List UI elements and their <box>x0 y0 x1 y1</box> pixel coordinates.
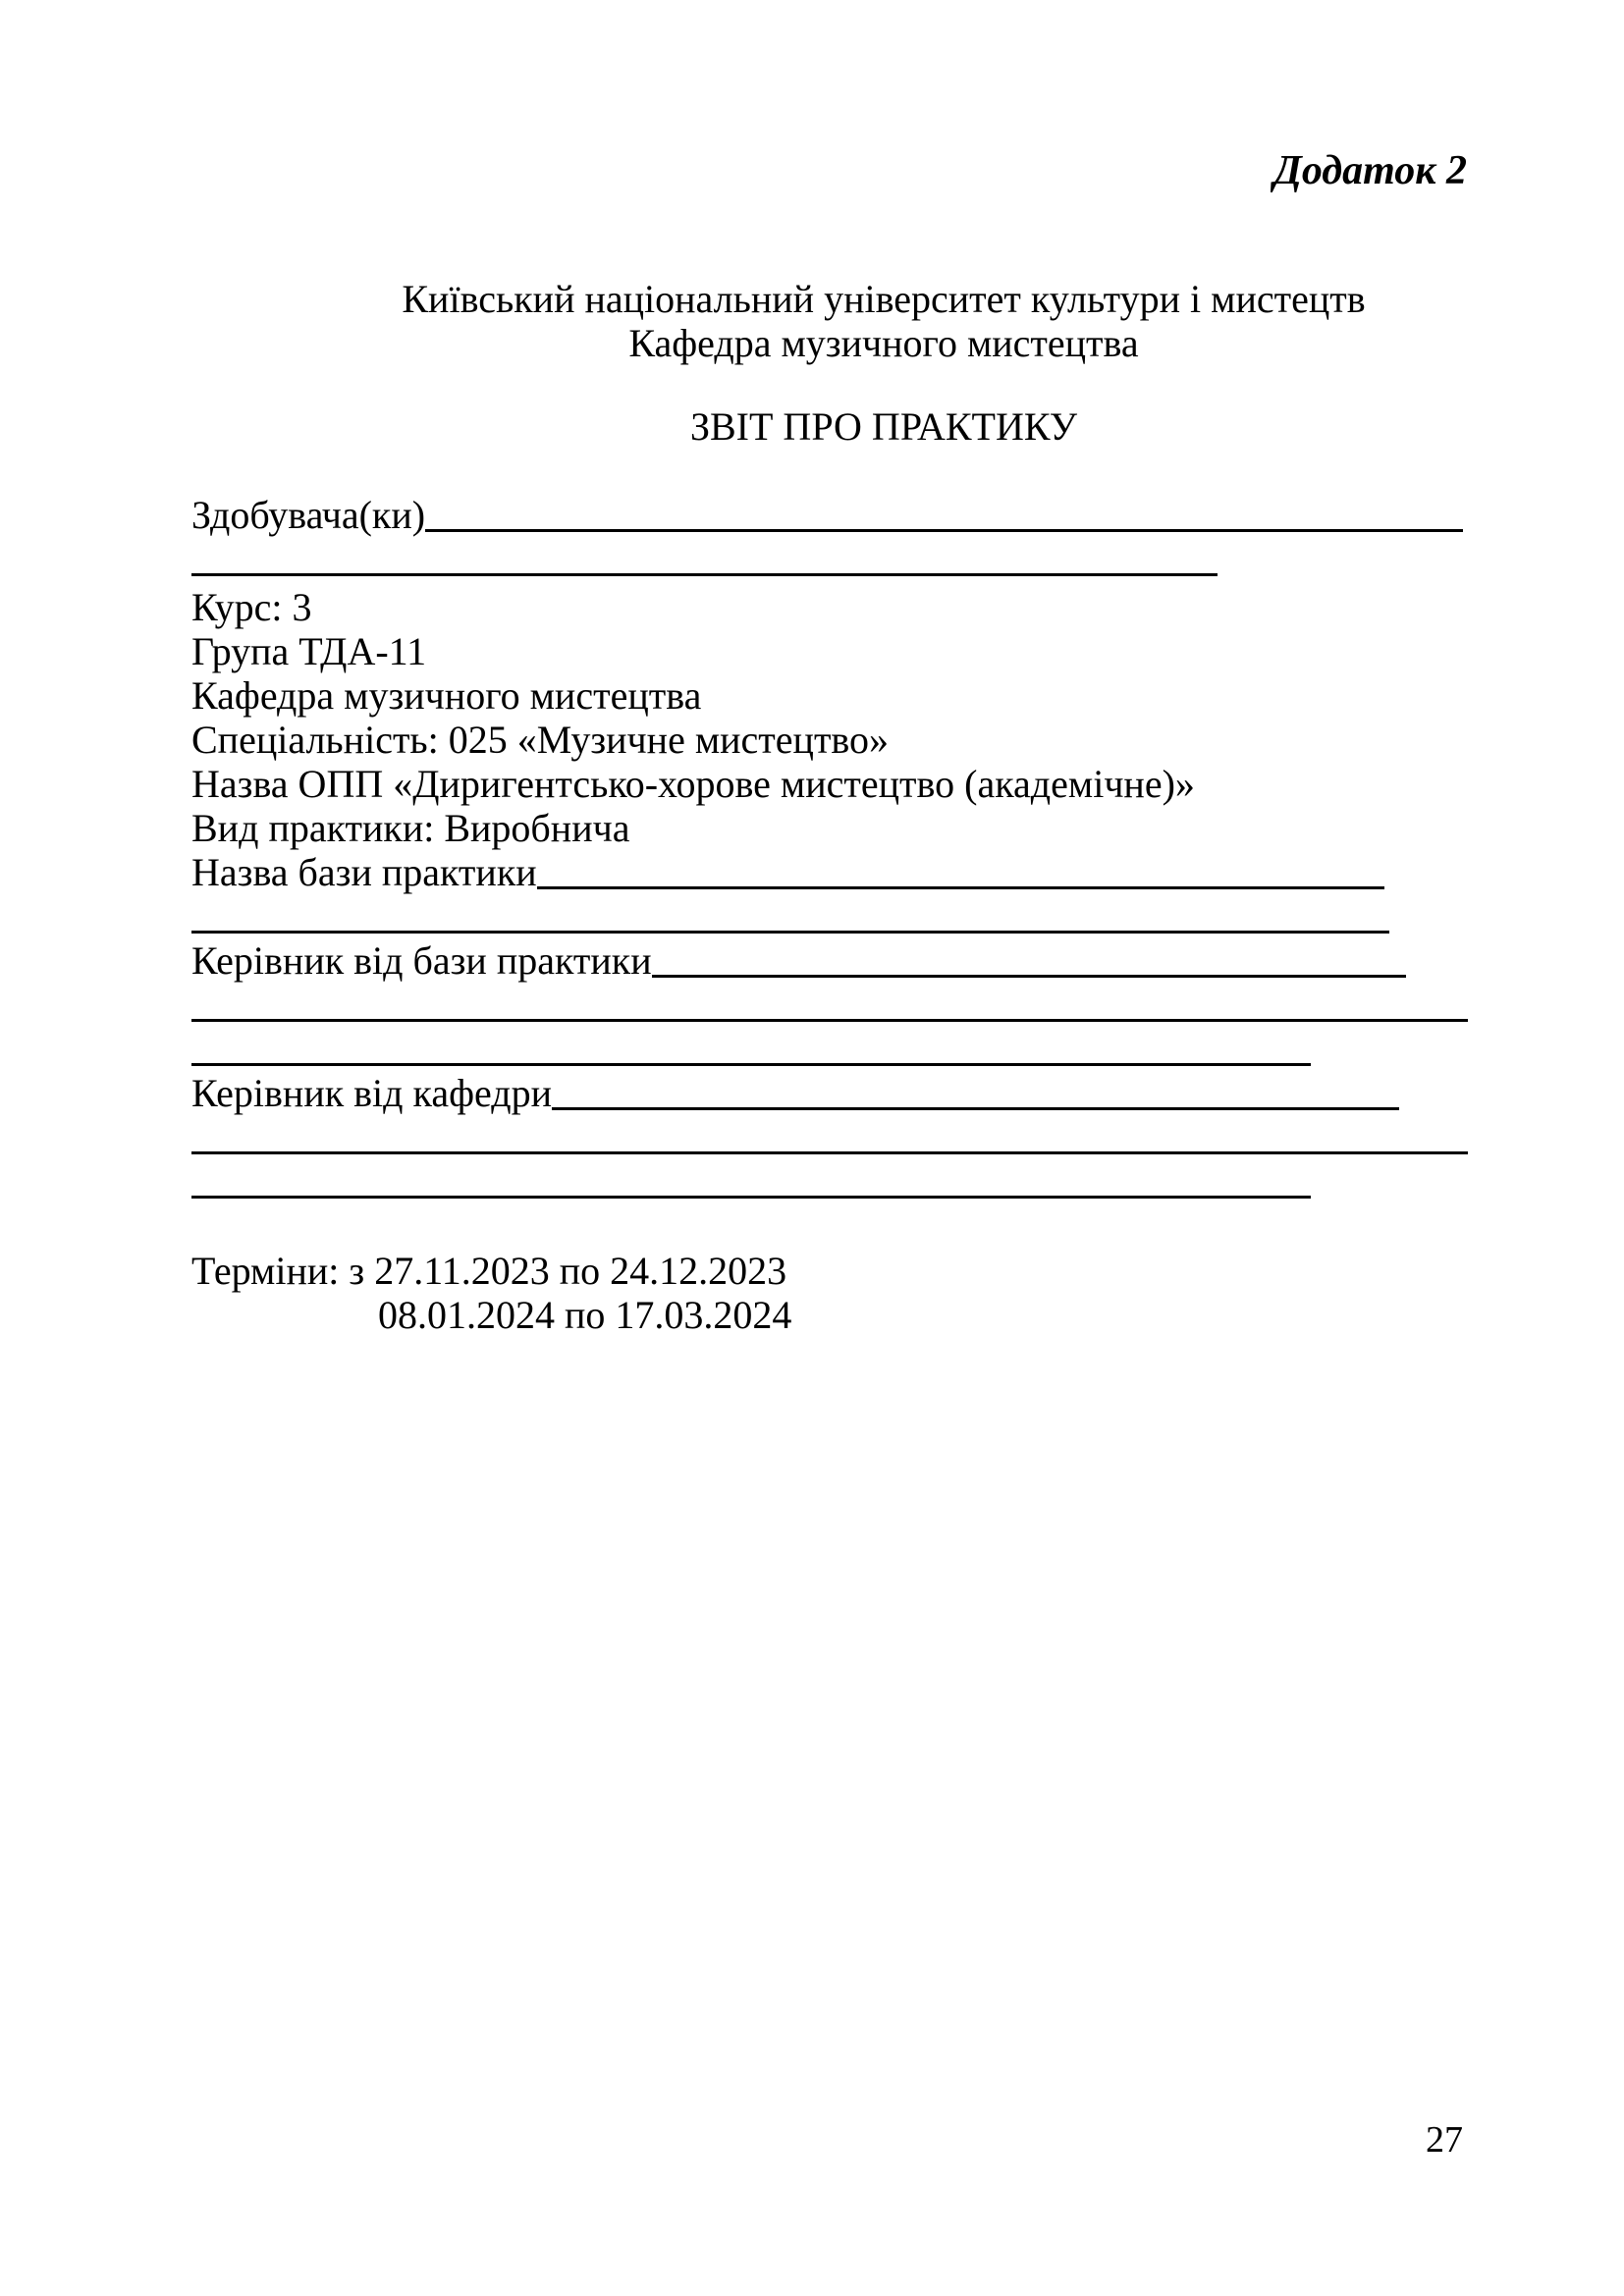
student-field-row-2 <box>191 537 1218 581</box>
page-number: 27 <box>1426 2119 1463 2161</box>
practice-type-line: Вид практики: Виробнича <box>191 806 630 850</box>
dept-supervisor-row <box>191 1071 1399 1115</box>
base-supervisor-row-3 <box>191 1027 1311 1071</box>
specialty-line: Спеціальність: 025 «Музичне мистецтво» <box>191 718 890 762</box>
student-name-blank-line <box>425 529 1463 532</box>
dept-supervisor-row-2 <box>191 1115 1468 1159</box>
report-title: ЗВІТ ПРО ПРАКТИКУ <box>689 404 1078 449</box>
base-supervisor-label: Керівник від бази практики <box>191 938 652 983</box>
practice-base-blank-line-2 <box>191 931 1389 934</box>
terms-line-1: Терміни: з 27.11.2023 по 24.12.2023 <box>191 1249 787 1293</box>
group-line: Група ТДА-11 <box>191 629 427 673</box>
base-supervisor-blank-line <box>652 975 1406 978</box>
base-supervisor-row <box>191 938 1406 983</box>
student-label: Здобувача(ки) <box>191 493 426 537</box>
student-field-row <box>191 493 1463 537</box>
university-name: Київський національний університет культури і мистецтв <box>402 277 1366 321</box>
opp-name-line: Назва ОПП «Диригентсько-хорове мистецтво (академічне)» <box>191 762 1195 806</box>
practice-base-row <box>191 850 1384 894</box>
department-line: Кафедра музичного мистецтва <box>191 673 702 718</box>
dept-supervisor-label: Керівник від кафедри <box>191 1071 552 1115</box>
course-line: Курс: 3 <box>191 585 312 629</box>
practice-base-row-2 <box>191 894 1389 938</box>
dept-supervisor-row-3 <box>191 1159 1311 1203</box>
dept-supervisor-blank-line <box>552 1107 1399 1110</box>
dept-supervisor-blank-line-3 <box>191 1196 1311 1199</box>
appendix-annotation: Додаток 2 <box>1273 148 1467 193</box>
base-supervisor-blank-line-3 <box>191 1063 1311 1066</box>
base-supervisor-row-2 <box>191 983 1468 1027</box>
base-supervisor-blank-line-2 <box>191 1019 1468 1022</box>
department-name: Кафедра музичного мистецтва <box>628 321 1139 365</box>
practice-base-label: Назва бази практики <box>191 850 537 894</box>
dept-supervisor-blank-line-2 <box>191 1151 1468 1154</box>
document-header <box>304 277 1463 365</box>
student-name-blank-line-2 <box>191 573 1218 576</box>
terms-block <box>191 1249 791 1337</box>
practice-base-blank-line <box>537 886 1384 889</box>
terms-line-2: 08.01.2024 по 17.03.2024 <box>378 1293 792 1337</box>
